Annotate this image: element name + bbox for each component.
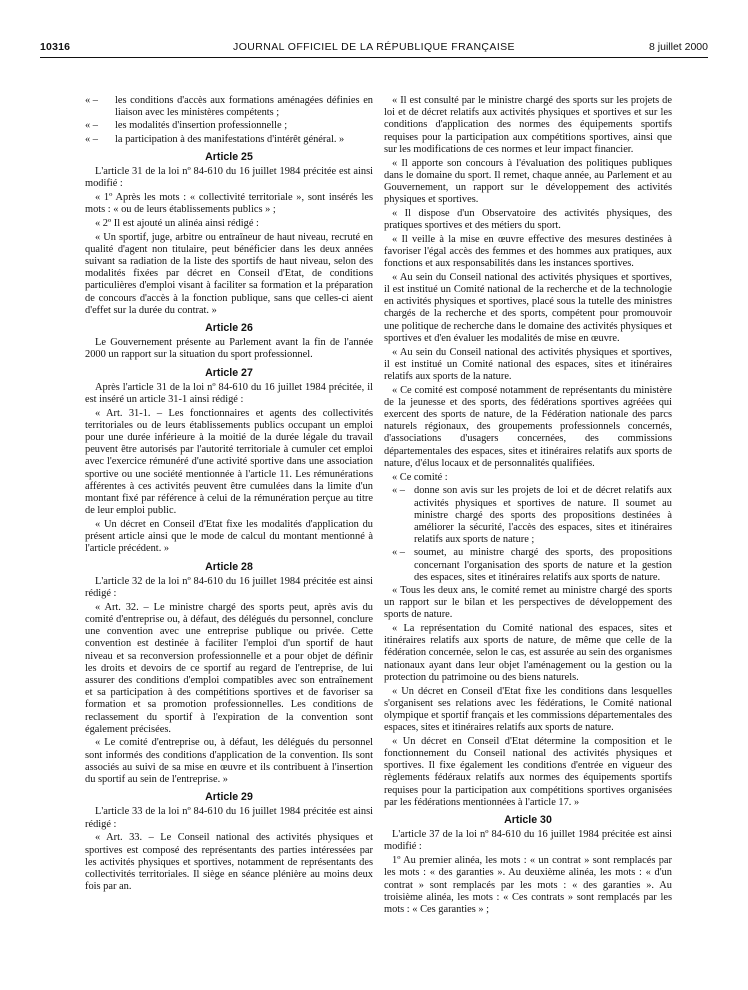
paragraph: 1º Au premier alinéa, les mots : « un contrat » sont remplacés par les mots : « des garanties ». Au deuxième alinéa, les mots : « d'un contrat » sont remplacés par les mots : « des garanties ». Au troisième alinéa, les mots : « Ces contrats » sont remplacés par les mots : « Ces garanties » ; [384,855,672,915]
page-number: 10316 [40,41,71,53]
list-marker: « – [392,547,405,559]
paragraph: « 1º Après les mots : « collectivité territoriale », sont insérés les mots : « ou de leurs établissements publics » ; [85,191,373,216]
list-item-text: soumet, au ministre chargé des sports, des propositions concernant l'organisation des sports de nature et la gestion des espaces, sites et itinéraires relatifs aux sports de nature. [414,547,672,583]
list-item [85,95,373,119]
list-item-text: les conditions d'accès aux formations aménagées définies en liaison avec les ministères compétents ; [115,95,373,119]
article-heading: Article 26 [205,321,253,334]
paragraph: « La représentation du Comité national des espaces, sites et itinéraires relatifs aux sports de nature, de même que celle de la fédération concernée, selon le cas, est assurée au sein des organismes nationaux ayant dans leur objet l'aménagement ou la gestion ou la protection du patrimoine ou des biens naturels. [384,623,672,683]
paragraph: Le Gouvernement présente au Parlement avant la fin de l'année 2000 un rapport sur la situation du sport professionnel. [85,337,373,361]
paragraph: « Il dispose d'un Observatoire des activités physiques, des pratiques sportives et des métiers du sport. [384,207,672,232]
paragraph: « 2º Il est ajouté un alinéa ainsi rédigé : [95,217,259,229]
article-heading: Article 29 [205,791,253,804]
left-column [85,95,373,895]
list-marker: « – [85,120,98,132]
paragraph: L'article 32 de la loi nº 84-610 du 16 juillet 1984 précitée est ainsi rédigé : [85,575,373,600]
article-heading: Article 25 [205,150,253,163]
paragraph: « Art. 32. – Le ministre chargé des sports peut, après avis du comité d'entreprise ou, à défaut, des délégués du personnel, conclure une convention avec une entreprise publique ou privée. Cette convention est destinée à faciliter l'emploi d'un sportif de haut niveau et sa reconversion professionnelle et a pour objet de définir les droits et devoirs de ce sportif au regard de l'entreprise, de lui assurer des conditions d'emploi compatibles avec son entraînement et sa participation à des compétitions sportives et de favoriser sa formation et sa promotion professionnelles. Les conditions de reclassement du sportif à l'expiration de la convention sont également précisées. [85,601,373,735]
paragraph: Après l'article 31 de la loi nº 84-610 du 16 juillet 1984 précitée, il est inséré un article 31-1 ainsi rédigé : [85,381,373,405]
list-marker: « – [392,485,405,497]
paragraph: « Ce comité : [392,471,448,483]
paragraph: L'article 33 de la loi nº 84-610 du 16 juillet 1984 précitée est ainsi rédigé : [85,806,373,830]
paragraph: « Au sein du Conseil national des activités physiques et sportives, il est institué un Comité national des espaces, sites et itinéraires relatifs aux sports de la nature. [384,346,672,382]
page-header [0,0,748,53]
list-marker: « – [85,133,98,145]
publication-date: 8 juillet 2000 [649,41,708,53]
list-item [85,120,373,132]
paragraph: « Un sportif, juge, arbitre ou entraîneur de haut niveau, recruté en qualité d'agent non titulaire, peut bénéficier dans les deux années suivant sa radiation de la liste des sportifs de haut niveau, selon des modalités fixées par décret en Conseil d'Etat, de conditions particulières d'emploi visant à faciliter sa formation et la préparation de concours d'accès à la fonction publique, sans que celles-ci aient d'effet sur la durée du contrat. » [85,231,373,316]
list-item [85,134,373,146]
paragraph: « Il est consulté par le ministre chargé des sports sur les projets de loi et de décret relatifs aux activités physiques et sportives et sur les conditions d'application des normes des équipements sportifs requises pour la participation aux compétitions sportives, ainsi que sur les modifications de ces normes et leur impact financier. [384,95,672,155]
list-item [392,547,672,584]
article-heading: Article 27 [205,366,253,379]
paragraph: « Il veille à la mise en œuvre effective des mesures destinées à favoriser l'égal accès des femmes et des hommes aux pratiques, aux fonctions et aux responsabilités dans les instances sportives. [384,233,672,270]
paragraph: « Un décret en Conseil d'Etat détermine la composition et le fonctionnement du Conseil national des activités physiques et sportives. Il fixe également les conditions d'entrée en vigueur des règlements fédéraux relatifs aux normes des équipements sportifs requises pour la participation aux compétitions sportives organisées par les fédérations mentionnées à l'article 17. » [384,735,672,808]
list-item [392,485,672,546]
paragraph: « Ce comité est composé notamment de représentants du ministère de la jeunesse et des sports, des fédérations sportives agréées qui exercent des sports de nature, de la Fédération nationale des parcs naturels régionaux, des groupements professionnels concernés, d'associations d'usagers concernées, des commissions départementales des espaces, sites et itinéraires relatifs aux sports de nature, d'élus locaux et de personnalités qualifiées. [384,384,672,469]
paragraph: « Art. 33. – Le Conseil national des activités physiques et sportives est composé des représentants des parties intéressées par les activités physiques et sportives, notamment de représentants des collectivités territoriales. Il siège en séance plénière au moins deux fois par an. [85,832,373,893]
list-item-text: les modalités d'insertion professionnelle ; [115,120,288,132]
paragraph: « Au sein du Conseil national des activités physiques et sportives, il est institué un Comité national de la recherche et de la technologie en activités physiques et sportives, placé sous la tutelle des ministres chargés de la recherche et des sports, compétent pour promouvoir une politique de recherche dans le domaine des activités physiques et sportives et d'en évaluer les modalités de mise en œuvre. [384,271,672,344]
paragraph: « Il apporte son concours à l'évaluation des politiques publiques dans le domaine du sport. Il remet, chaque année, au Parlement et au Gouvernement, un rapport sur le développement des activités physiques et sportives. [384,157,672,206]
article-heading: Article 28 [205,560,253,573]
journal-title: JOURNAL OFFICIEL DE LA RÉPUBLIQUE FRANÇAISE [233,41,515,53]
paragraph: « Tous les deux ans, le comité remet au ministre chargé des sports un rapport sur le bilan et les perspectives de développement des sports de nature. [384,584,672,621]
article-heading: Article 30 [504,814,552,827]
header-rule [40,57,708,58]
paragraph: « Un décret en Conseil d'Etat fixe les modalités d'application du présent article ainsi que le mode de calcul du montant mentionné à l'article précédent. » [85,519,373,555]
paragraph: « Art. 31-1. – Les fonctionnaires et agents des collectivités territoriales ou de leurs établissements publics occupant un emploi pour une durée inférieure à la moitié de la durée légale du travail peuvent être autorisés par l'autorité territoriale à cumuler cet emploi avec l'exercice rémunéré d'une activité sportive dans une association sportive ou une société mentionnée à l'article 11. Les rémunérations afférentes à ces activités peuvent être cumulées dans la limite d'un montant fixé par référence à celui de la rémunération perçue au titre de leur emploi public. [85,407,373,517]
paragraph: « Le comité d'entreprise ou, à défaut, les délégués du personnel sont informés des conditions d'application de la convention. Ils sont associés au suivi de sa mise en œuvre et ils contribuent à l'insertion du sportif au sein de l'entreprise. » [85,737,373,786]
list-item-text: donne son avis sur les projets de loi et de décret relatifs aux activités physiques et sportives de nature. Il soumet au ministre chargé des sports des propositions destinées à améliorer la sécurité, l'accès des espaces, sites et itinéraires relatifs aux sports de nature ; [414,485,672,546]
list-item-text: la participation à des manifestations d'intérêt général. » [115,133,345,145]
paragraph: L'article 37 de la loi nº 84-610 du 16 juillet 1984 précitée est ainsi modifié : [384,829,672,853]
right-column [384,95,672,918]
list-marker: « – [85,95,98,106]
paragraph: L'article 31 de la loi nº 84-610 du 16 juillet 1984 précitée est ainsi modifié : [85,166,373,190]
paragraph: « Un décret en Conseil d'Etat fixe les conditions dans lesquelles s'organisent ses relations avec les fédérations, le Comité national olympique et sportif français et les commissions départementales des espaces, sites et itinéraires relatifs aux sports de nature. [384,685,672,734]
